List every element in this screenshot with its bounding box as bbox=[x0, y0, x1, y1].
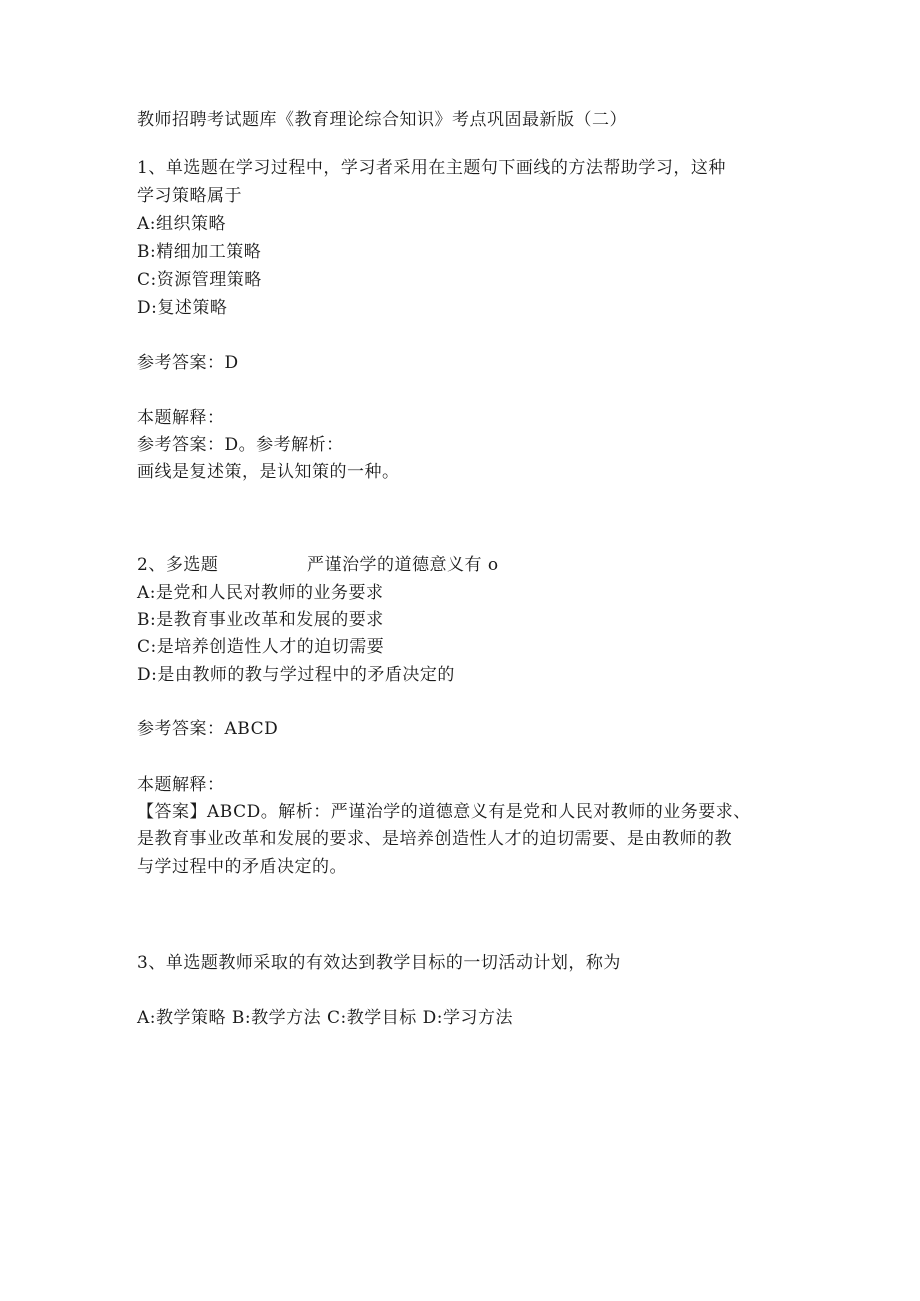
q2-option-d: D:是由教师的教与学过程中的矛盾决定的 bbox=[137, 665, 455, 685]
q2-explanation-line-1: 【答案】ABCD。解析：严谨治学的道德意义有是党和人民对教师的业务要求、 bbox=[137, 802, 751, 822]
q2-type-tag: 2、多选题 bbox=[137, 555, 219, 575]
q1-explanation-heading: 本题解释： bbox=[137, 408, 225, 428]
q2-explanation-line-2: 是教育事业改革和发展的要求、是培养创造性人才的迫切需要、是由教师的教 bbox=[137, 829, 732, 849]
q2-stem bbox=[137, 551, 499, 579]
q2-option-a: A:是党和人民对教师的业务要求 bbox=[137, 583, 384, 603]
q1-option-b: B:精细加工策略 bbox=[137, 242, 262, 262]
q1-answer: 参考答案：D bbox=[137, 353, 239, 373]
q1-stem-line-2: 学习策略属于 bbox=[137, 186, 242, 206]
q2-stem-text: 严谨治学的道德意义有 o bbox=[307, 555, 499, 575]
q1-option-d: D:复述策略 bbox=[137, 298, 228, 318]
q1-explanation-line-2: 画线是复述策，是认知策的一种。 bbox=[137, 462, 400, 482]
q1-option-c: C:资源管理策略 bbox=[137, 270, 262, 290]
q1-explanation-line-1: 参考答案：D。参考解析： bbox=[137, 435, 344, 455]
q1-option-a: A:组织策略 bbox=[137, 214, 227, 234]
q2-answer: 参考答案：ABCD bbox=[137, 719, 279, 739]
q2-explanation-line-3: 与学过程中的矛盾决定的。 bbox=[137, 857, 347, 877]
q2-option-b: B:是教育事业改革和发展的要求 bbox=[137, 610, 384, 630]
document-title: 教师招聘考试题库《教育理论综合知识》考点巩固最新版（二） bbox=[137, 110, 627, 130]
q3-stem: 3、单选题教师采取的有效达到教学目标的一切活动计划，称为 bbox=[137, 953, 621, 973]
q3-options: A:教学策略 B:教学方法 C:教学目标 D:学习方法 bbox=[137, 1008, 514, 1028]
q2-explanation-heading: 本题解释： bbox=[137, 775, 225, 795]
q2-option-c: C:是培养创造性人才的迫切需要 bbox=[137, 637, 385, 657]
q1-stem-line-1: 1、单选题在学习过程中，学习者采用在主题句下画线的方法帮助学习，这种 bbox=[137, 158, 726, 178]
